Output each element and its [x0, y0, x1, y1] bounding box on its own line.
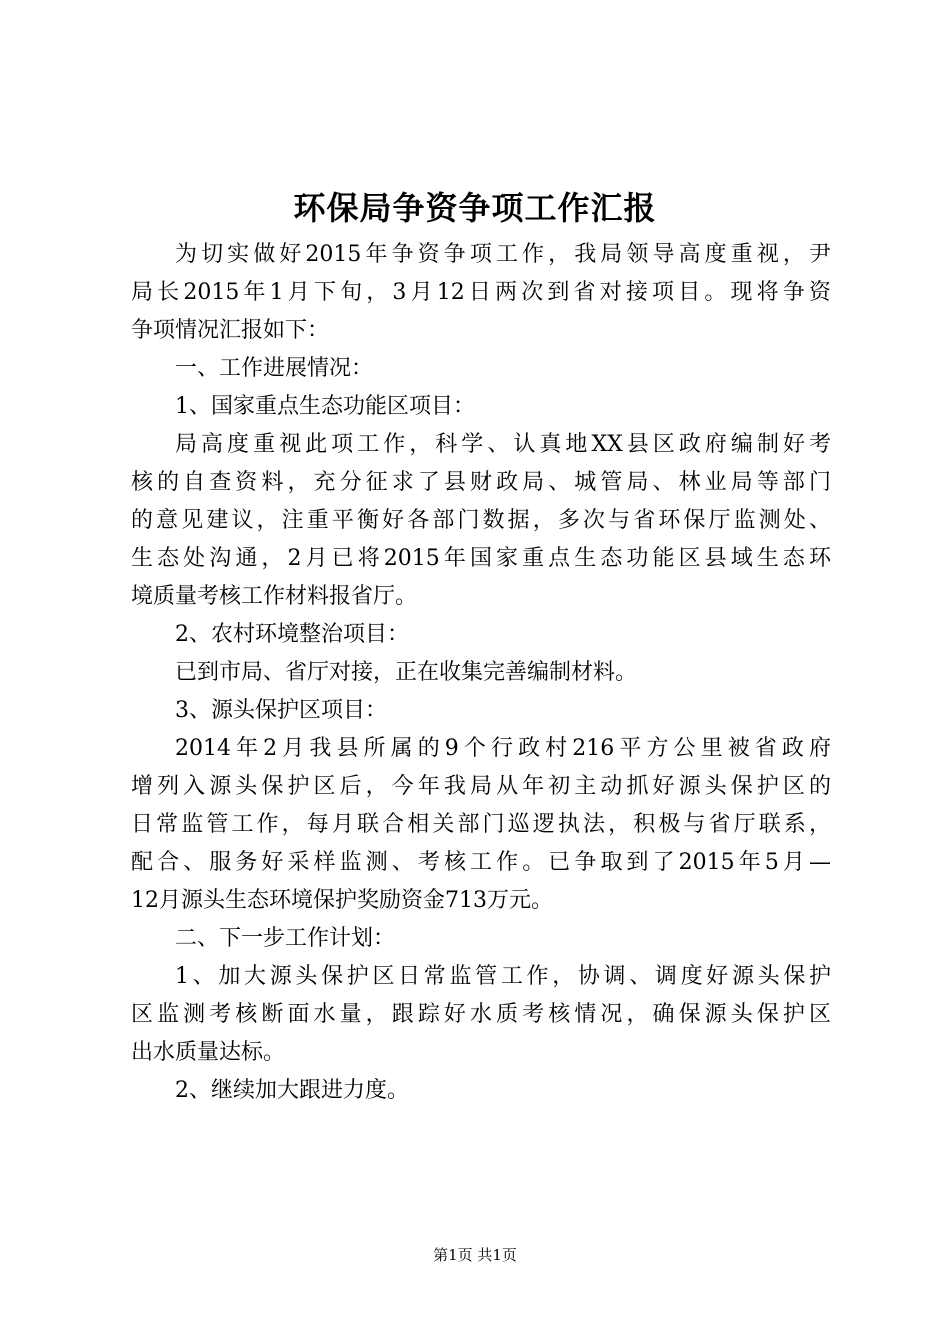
body-line: 境质量考核工作材料报省厅。	[131, 584, 418, 609]
body-line: 日常监管工作，每月联合相关部门巡逻执法，积极与省厅联系，	[131, 812, 831, 837]
body-line: 2014年2月我县所属的9个行政村216平方公里被省政府	[175, 736, 831, 761]
body-line: 2、继续加大跟进力度。	[175, 1078, 409, 1103]
body-line: 3、源头保护区项目：	[175, 698, 387, 723]
body-line: 的意见建议，注重平衡好各部门数据，多次与省环保厅监测处、	[131, 508, 831, 533]
body-line: 一、工作进展情况：	[175, 356, 374, 381]
body-line: 区监测考核断面水量，跟踪好水质考核情况，确保源头保护区	[131, 1002, 831, 1027]
body-line: 2、农村环境整治项目：	[175, 622, 409, 647]
body-line: 1、国家重点生态功能区项目：	[175, 394, 475, 419]
body-line: 局高度重视此项工作，科学、认真地XX县区政府编制好考	[175, 432, 831, 457]
body-line: 增列入源头保护区后，今年我局从年初主动抓好源头保护区的	[131, 774, 831, 799]
page-footer: 第1页 共1页	[433, 1246, 517, 1264]
document-title: 环保局争资争项工作汇报	[293, 189, 657, 227]
body-line: 二、下一步工作计划：	[175, 926, 396, 951]
body-line: 12月源头生态环境保护奖励资金713万元。	[131, 888, 553, 913]
document-body	[131, 236, 831, 1110]
body-line: 已到市局、省厅对接，正在收集完善编制材料。	[175, 660, 638, 685]
body-line: 为切实做好2015年争资争项工作，我局领导高度重视，尹	[175, 242, 831, 267]
body-line: 核的自查资料，充分征求了县财政局、城管局、林业局等部门	[131, 470, 831, 495]
body-line: 局长2015年1月下旬，3月12日两次到省对接项目。现将争资	[131, 280, 831, 305]
body-line: 1、加大源头保护区日常监管工作，协调、调度好源头保护	[175, 964, 831, 989]
body-line: 出水质量达标。	[131, 1040, 286, 1065]
body-line: 争项情况汇报如下：	[131, 318, 330, 343]
body-line: 配合、服务好采样监测、考核工作。已争取到了2015年5月—	[131, 850, 831, 875]
body-line: 生态处沟通，2月已将2015年国家重点生态功能区县域生态环	[131, 546, 831, 571]
